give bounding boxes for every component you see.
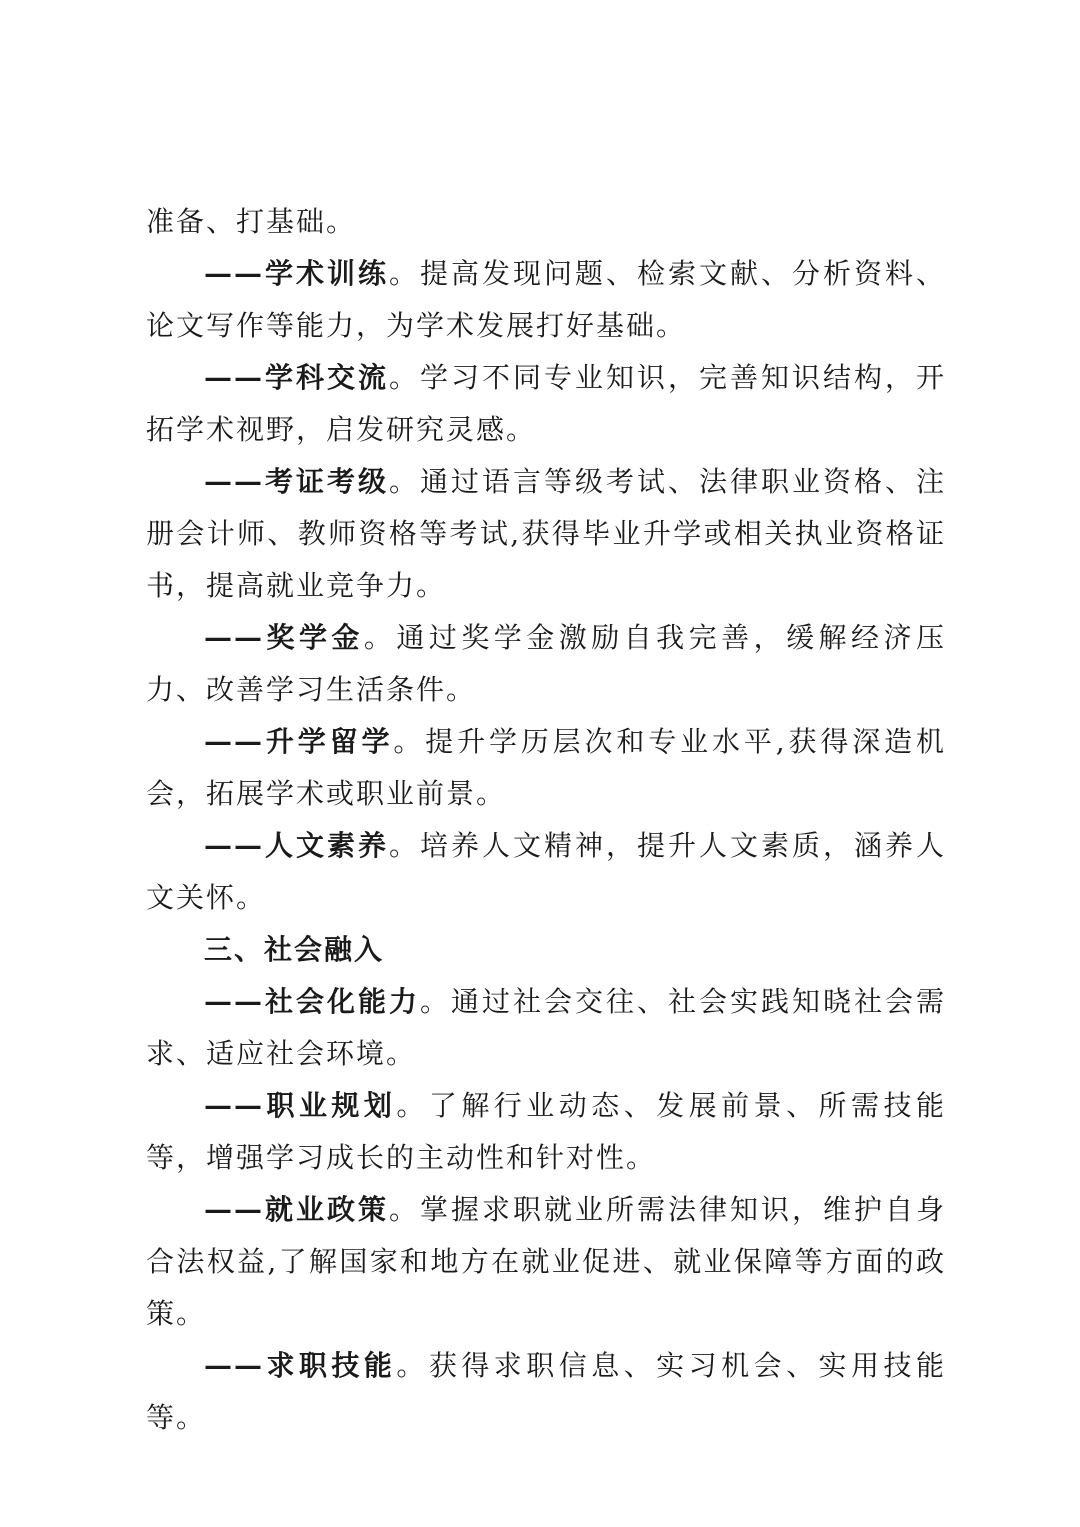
item-text: 。提升学历层次和专业水平,获得深造机会，拓展学术或职业前景。: [146, 725, 946, 810]
item-text: 。通过语言等级考试、法律职业资格、注册会计师、教师资格等考试,获得毕业升学或相关执业资格证书，提高就业竞争力。: [146, 465, 946, 602]
item-scholarship: [146, 612, 946, 716]
item-term: 考证考级: [264, 465, 389, 498]
item-dash: ——: [204, 465, 264, 498]
item-humanities: [146, 820, 946, 924]
item-term: 职业规划: [264, 1089, 397, 1122]
item-socialization: [146, 976, 946, 1080]
item-dash: ——: [204, 1089, 264, 1122]
item-text: 。获得求职信息、实习机会、实用技能等。: [146, 1349, 946, 1434]
item-text: 。了解行业动态、发展前景、所需技能等，增强学习成长的主动性和针对性。: [146, 1089, 946, 1174]
item-academic-training: [146, 248, 946, 352]
item-term: 社会化能力: [264, 985, 420, 1018]
item-dash: ——: [204, 621, 264, 654]
document-body: [146, 196, 946, 1444]
item-dash: ——: [204, 1349, 264, 1382]
item-term: 奖学金: [264, 621, 364, 654]
item-employment-policy: [146, 1184, 946, 1340]
item-certificates: [146, 456, 946, 612]
item-term: 学术训练: [264, 257, 389, 290]
item-discipline-exchange: [146, 352, 946, 456]
item-term: 升学留学: [264, 725, 394, 758]
item-term: 学科交流: [264, 361, 389, 394]
item-text: 。通过社会交往、社会实践知晓社会需求、适应社会环境。: [146, 985, 946, 1070]
item-further-study: [146, 716, 946, 820]
item-text: 。学习不同专业知识，完善知识结构，开拓学术视野，启发研究灵感。: [146, 361, 946, 446]
item-dash: ——: [204, 829, 264, 862]
item-job-skills: [146, 1340, 946, 1444]
item-dash: ——: [204, 257, 264, 290]
item-dash: ——: [204, 725, 264, 758]
item-text: 。掌握求职就业所需法律知识，维护自身合法权益,了解国家和地方在就业促进、就业保障等方面的政策。: [146, 1193, 946, 1330]
section-heading: 三、社会融入: [204, 933, 385, 966]
item-dash: ——: [204, 985, 264, 1018]
item-term: 就业政策: [264, 1193, 389, 1226]
item-term: 求职技能: [264, 1349, 397, 1382]
item-dash: ——: [204, 1193, 264, 1226]
item-dash: ——: [204, 361, 264, 394]
item-text: 。培养人文精神，提升人文素质，涵养人文关怀。: [146, 829, 946, 914]
opening-line: 准备、打基础。: [146, 205, 357, 238]
item-career-planning: [146, 1080, 946, 1184]
item-text: 。通过奖学金激励自我完善，缓解经济压力、改善学习生活条件。: [146, 621, 946, 706]
item-text: 。提高发现问题、检索文献、分析资料、论文写作等能力，为学术发展打好基础。: [146, 257, 946, 342]
item-term: 人文素养: [264, 829, 389, 862]
